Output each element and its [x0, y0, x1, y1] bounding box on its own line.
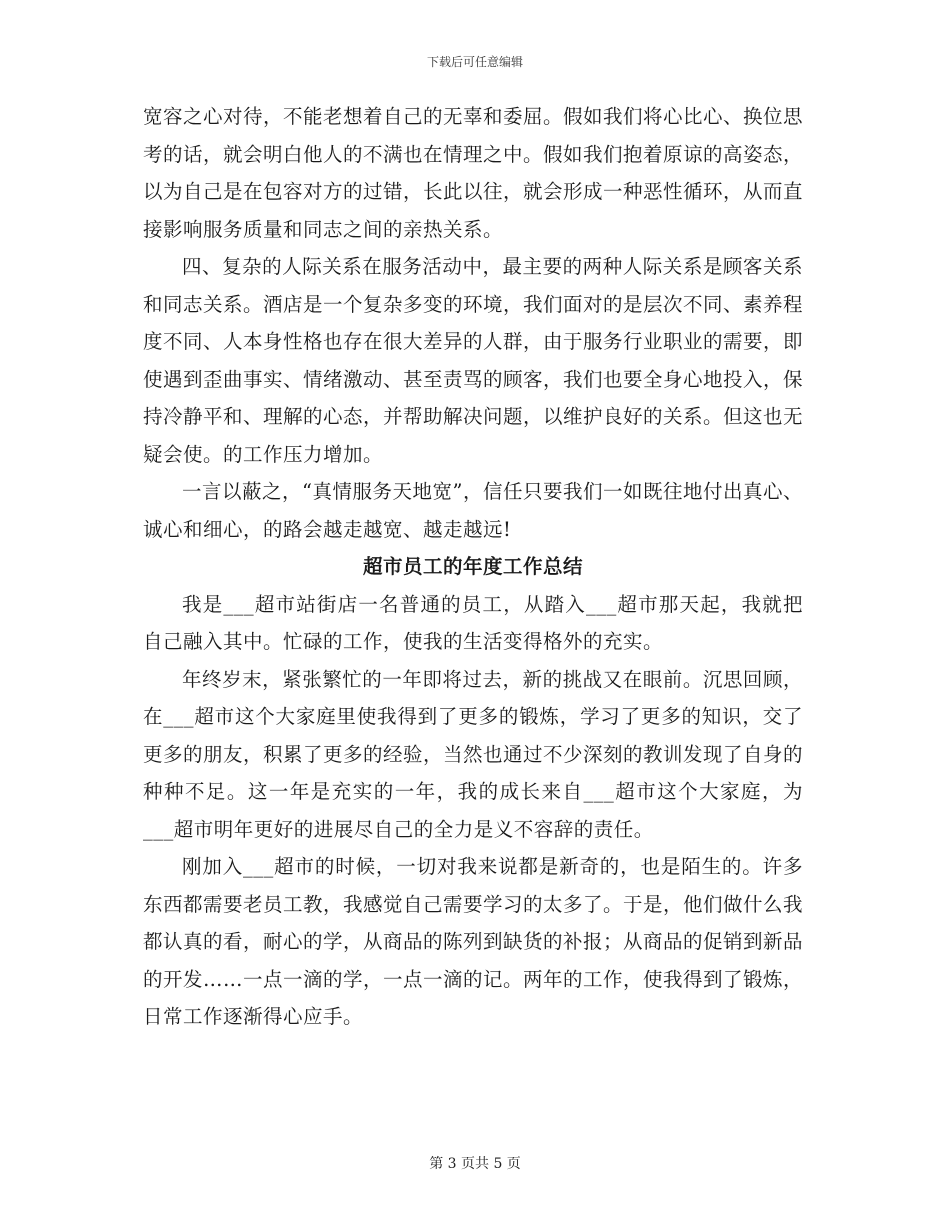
paragraph: 我是___超市站街店一名普通的员工，从踏入___超市那天起，我就把自己融入其中。忙碌的工作，使我的生活变得格外的充实。: [143, 592, 803, 653]
paragraph: 一言以蔽之，“真情服务天地宽”，信任只要我们一如既往地付出真心、诚心和细心，的路会越走越宽、越走越远!: [143, 480, 803, 541]
section-title: 超市员工的年度工作总结: [362, 555, 583, 578]
page-header: 下载后可任意编辑: [426, 55, 523, 69]
paragraph: 宽容之心对待，不能老想着自己的无辜和委屈。假如我们将心比心、换位思考的话，就会明白他人的不满也在情理之中。假如我们抱着原谅的高姿态，以为自己是在包容对方的过错，长此以往，就会形成一种恶性循环，从而直接影响服务质量和同志之间的亲热关系。: [143, 105, 804, 241]
page-footer: 第 3 页共 5 页: [429, 1156, 521, 1172]
paragraph: 年终岁末，紧张繁忙的一年即将过去，新的挑战又在眼前。沉思回顾，在___超市这个大家庭里使我得到了更多的锻炼，学习了更多的知识，交了更多的朋友，积累了更多的经验，当然也通过不少深刻的教训发现了自身的种种不足。这一年是充实的一年，我的成长来自___超市这个大家庭，为___超市明年更好的进展尽自己的全力是义不容辞的责任。: [143, 667, 804, 841]
paragraph: 四、复杂的人际关系在服务活动中，最主要的两种人际关系是顾客关系和同志关系。酒店是一个复杂多变的环境，我们面对的是层次不同、素养程度不同、人本身性格也存在很大差异的人群，由于服务行业职业的需要，即使遇到歪曲事实、情绪激动、甚至责骂的顾客，我们也要全身心地投入，保持冷静平和、理解的心态，并帮助解决问题，以维护良好的关系。但这也无疑会使。的工作压力增加。: [143, 255, 804, 466]
document-body: [143, 98, 803, 1036]
paragraph: 刚加入___超市的时候，一切对我来说都是新奇的，也是陌生的。许多东西都需要老员工教，我感觉自己需要学习的太多了。于是，他们做什么我都认真的看，耐心的学，从商品的陈列到缺货的补报；从商品的促销到新品的开发……一点一滴的学，一点一滴的记。两年的工作，使我得到了锻炼，日常工作逐渐得心应手。: [143, 855, 804, 1028]
